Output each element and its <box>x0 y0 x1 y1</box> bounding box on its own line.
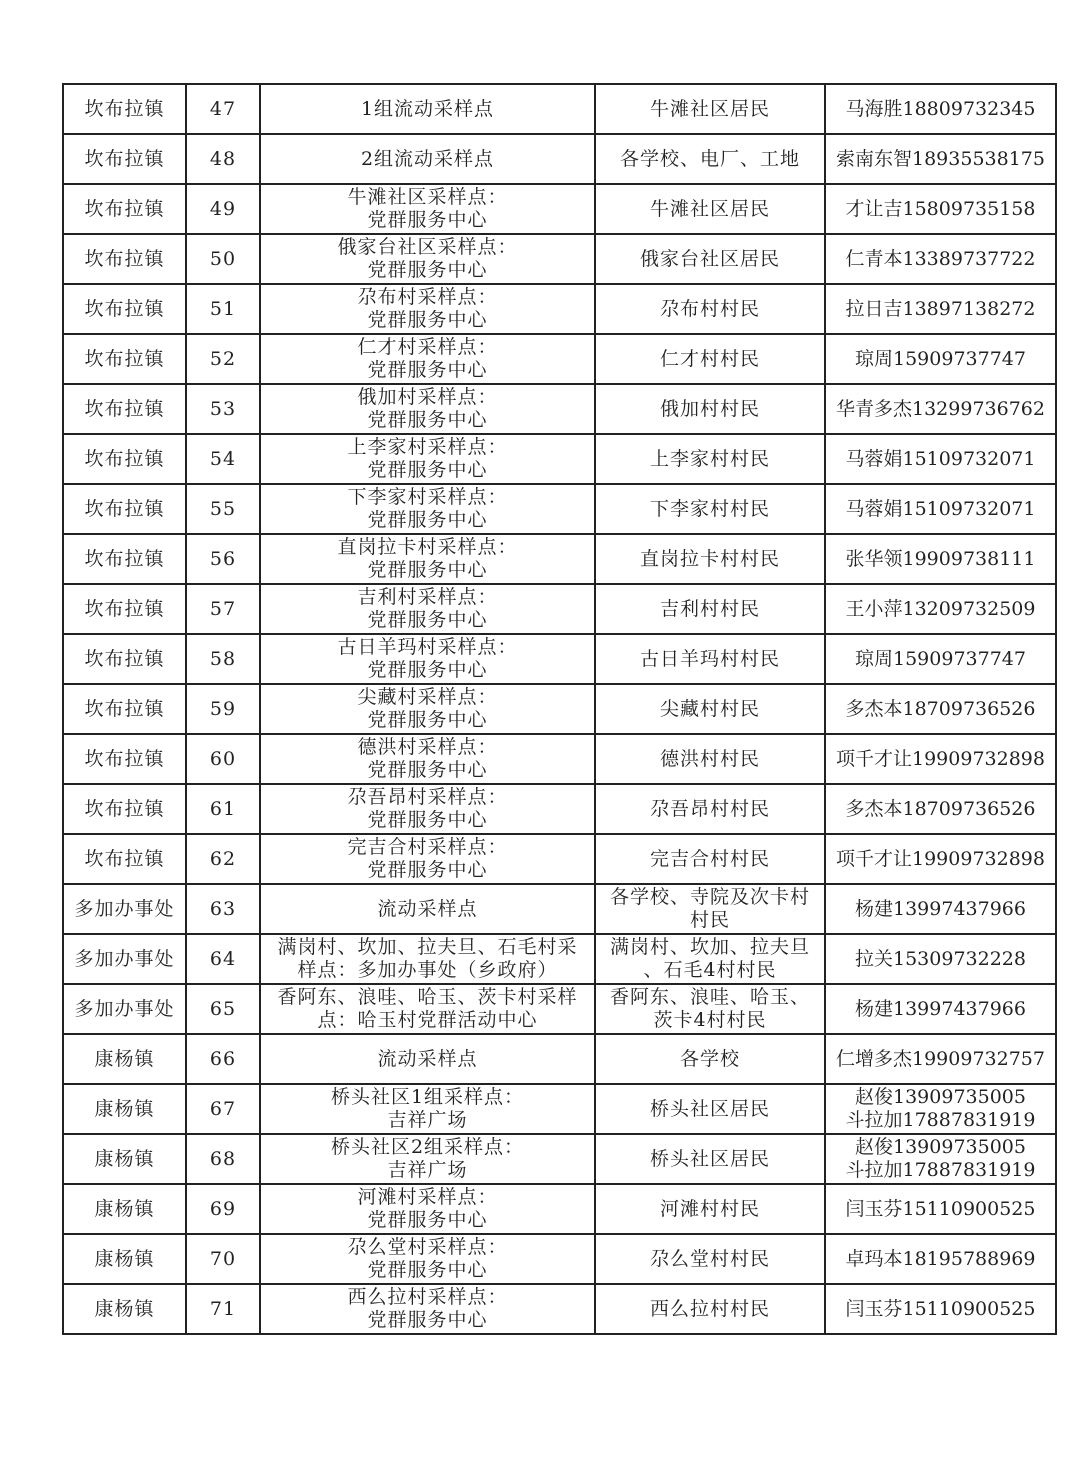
contact-cell-line: 项千才让19909732898 <box>836 847 1045 870</box>
site-cell-line: 下李家村采样点： <box>347 486 508 508</box>
scope-cell <box>595 584 825 634</box>
number-cell: 68 <box>186 1134 260 1184</box>
contact-cell-line: 琼周15909737747 <box>855 347 1026 370</box>
site-cell-line: 河滩村采样点： <box>357 1186 498 1208</box>
site-cell-line: 尖藏村采样点： <box>357 686 498 708</box>
contact-cell-line: 王小萍13209732509 <box>845 597 1036 620</box>
table-row <box>63 484 1056 534</box>
table-row <box>63 884 1056 934</box>
scope-cell-line: 牛滩社区居民 <box>649 97 770 120</box>
site-cell <box>260 84 595 134</box>
town-cell: 坎布拉镇 <box>63 834 186 884</box>
site-cell-line: 西么拉村采样点： <box>347 1286 508 1308</box>
town-cell: 坎布拉镇 <box>63 184 186 234</box>
scope-cell-line: 村民 <box>689 909 730 931</box>
town-cell: 康杨镇 <box>63 1134 186 1184</box>
site-cell-line: 党群服务中心 <box>367 259 488 281</box>
site-cell-line: 1组流动采样点 <box>360 97 495 120</box>
scope-cell-line: 尖藏村村民 <box>659 697 760 720</box>
town-cell: 坎布拉镇 <box>63 584 186 634</box>
number-cell: 69 <box>186 1184 260 1234</box>
site-cell <box>260 634 595 684</box>
number-cell: 67 <box>186 1084 260 1134</box>
contact-cell <box>825 1084 1056 1134</box>
site-cell-line: 吉祥广场 <box>387 1109 468 1131</box>
sampling-site-table <box>62 83 1057 1335</box>
number-cell: 53 <box>186 384 260 434</box>
number-cell: 70 <box>186 1234 260 1284</box>
scope-cell <box>595 284 825 334</box>
town-cell: 坎布拉镇 <box>63 134 186 184</box>
site-cell-line: 党群服务中心 <box>367 209 488 231</box>
site-cell-line: 桥头社区2组采样点： <box>330 1136 525 1158</box>
number-cell: 61 <box>186 784 260 834</box>
scope-cell-line: 河滩村村民 <box>659 1197 760 1220</box>
site-cell-line: 党群服务中心 <box>367 1309 488 1331</box>
contact-cell <box>825 984 1056 1034</box>
site-cell-line: 尕么堂村采样点： <box>347 1236 508 1258</box>
contact-cell <box>825 784 1056 834</box>
site-cell <box>260 134 595 184</box>
table-row <box>63 684 1056 734</box>
number-cell: 62 <box>186 834 260 884</box>
scope-cell <box>595 834 825 884</box>
contact-cell-line: 杨建13997437966 <box>855 997 1026 1020</box>
town-cell: 坎布拉镇 <box>63 84 186 134</box>
contact-cell-line: 华青多杰13299736762 <box>836 397 1045 420</box>
scope-cell <box>595 234 825 284</box>
scope-cell-line: 满岗村、坎加、拉夫旦 <box>609 936 810 958</box>
site-cell-line: 德洪村采样点： <box>357 736 498 758</box>
number-cell: 49 <box>186 184 260 234</box>
table-row <box>63 384 1056 434</box>
table-row <box>63 634 1056 684</box>
number-cell: 52 <box>186 334 260 384</box>
scope-cell <box>595 884 825 934</box>
site-cell-line: 尕吾昂村采样点： <box>347 786 508 808</box>
site-cell-line: 尕布村采样点： <box>357 286 498 308</box>
scope-cell <box>595 784 825 834</box>
table-row <box>63 1184 1056 1234</box>
table-row <box>63 984 1056 1034</box>
table-row <box>63 1034 1056 1084</box>
table-row <box>63 784 1056 834</box>
site-cell-line: 流动采样点 <box>377 1047 478 1070</box>
table-row <box>63 584 1056 634</box>
site-cell-line: 党群服务中心 <box>367 809 488 831</box>
scope-cell <box>595 1034 825 1084</box>
contact-cell <box>825 734 1056 784</box>
site-cell-line: 党群服务中心 <box>367 659 488 681</box>
scope-cell-line: 桥头社区居民 <box>649 1147 770 1170</box>
town-cell: 坎布拉镇 <box>63 734 186 784</box>
scope-cell-line: 茨卡4村村民 <box>653 1009 767 1031</box>
scope-cell <box>595 934 825 984</box>
contact-cell-line: 才让吉15809735158 <box>845 197 1036 220</box>
site-cell-line: 党群服务中心 <box>367 309 488 331</box>
site-cell-line: 党群服务中心 <box>367 859 488 881</box>
scope-cell <box>595 734 825 784</box>
scope-cell-line: 牛滩社区居民 <box>649 197 770 220</box>
contact-cell-line: 赵俊13909735005 <box>855 1136 1026 1158</box>
scope-cell-line: 桥头社区居民 <box>649 1097 770 1120</box>
sampling-site-table-container <box>62 83 1045 1335</box>
contact-cell <box>825 1034 1056 1084</box>
scope-cell-line: 吉利村村民 <box>659 597 760 620</box>
contact-cell-line: 拉日吉13897138272 <box>845 297 1036 320</box>
site-cell <box>260 684 595 734</box>
site-cell <box>260 734 595 784</box>
town-cell: 坎布拉镇 <box>63 284 186 334</box>
site-cell <box>260 934 595 984</box>
table-row <box>63 1084 1056 1134</box>
contact-cell-line: 琼周15909737747 <box>855 647 1026 670</box>
number-cell: 47 <box>186 84 260 134</box>
contact-cell <box>825 1284 1056 1334</box>
number-cell: 48 <box>186 134 260 184</box>
scope-cell-line: 香阿东、浪哇、哈玉、 <box>609 986 810 1008</box>
scope-cell-line: 仁才村村民 <box>659 347 760 370</box>
table-row <box>63 1234 1056 1284</box>
scope-cell <box>595 1084 825 1134</box>
town-cell: 坎布拉镇 <box>63 684 186 734</box>
scope-cell-line: 上李家村村民 <box>649 447 770 470</box>
town-cell: 坎布拉镇 <box>63 384 186 434</box>
scope-cell <box>595 534 825 584</box>
contact-cell <box>825 434 1056 484</box>
number-cell: 59 <box>186 684 260 734</box>
scope-cell <box>595 1234 825 1284</box>
table-row <box>63 434 1056 484</box>
site-cell <box>260 1234 595 1284</box>
contact-cell-line: 杨建13997437966 <box>855 897 1026 920</box>
town-cell: 康杨镇 <box>63 1034 186 1084</box>
number-cell: 56 <box>186 534 260 584</box>
table-row <box>63 184 1056 234</box>
contact-cell-line: 仁青本13389737722 <box>845 247 1036 270</box>
site-cell-line: 党群服务中心 <box>367 409 488 431</box>
site-cell-line: 完吉合村采样点： <box>347 836 508 858</box>
site-cell-line: 俄家台社区采样点： <box>337 236 518 258</box>
contact-cell-line: 卓玛本18195788969 <box>845 1247 1036 1270</box>
site-cell-line: 吉利村采样点： <box>357 586 498 608</box>
table-row <box>63 334 1056 384</box>
contact-cell <box>825 234 1056 284</box>
site-cell <box>260 434 595 484</box>
site-cell-line: 党群服务中心 <box>367 509 488 531</box>
contact-cell-line: 马蓉娟15109732071 <box>845 447 1036 470</box>
table-row <box>63 234 1056 284</box>
contact-cell-line: 索南东智18935538175 <box>836 147 1045 170</box>
site-cell-line: 古日羊玛村采样点： <box>337 636 518 658</box>
site-cell-line: 点：哈玉村党群活动中心 <box>317 1009 538 1031</box>
scope-cell-line: 俄家台社区居民 <box>639 247 780 270</box>
site-cell <box>260 1284 595 1334</box>
site-cell-line: 2组流动采样点 <box>360 147 495 170</box>
site-cell-line: 上李家村采样点： <box>347 436 508 458</box>
number-cell: 54 <box>186 434 260 484</box>
scope-cell <box>595 334 825 384</box>
site-cell <box>260 1084 595 1134</box>
site-cell <box>260 1034 595 1084</box>
scope-cell-line: 各学校 <box>679 1047 740 1070</box>
scope-cell <box>595 1284 825 1334</box>
site-cell <box>260 784 595 834</box>
town-cell: 康杨镇 <box>63 1184 186 1234</box>
site-cell-line: 党群服务中心 <box>367 459 488 481</box>
table-row <box>63 84 1056 134</box>
contact-cell-line: 闫玉芬15110900525 <box>845 1297 1036 1320</box>
table-row <box>63 734 1056 784</box>
site-cell-line: 党群服务中心 <box>367 1209 488 1231</box>
site-cell-line: 党群服务中心 <box>367 359 488 381</box>
number-cell: 51 <box>186 284 260 334</box>
number-cell: 66 <box>186 1034 260 1084</box>
town-cell: 坎布拉镇 <box>63 634 186 684</box>
scope-cell <box>595 684 825 734</box>
scope-cell-line: 各学校、寺院及次卡村 <box>609 886 810 908</box>
contact-cell <box>825 1134 1056 1184</box>
site-cell <box>260 1184 595 1234</box>
town-cell: 坎布拉镇 <box>63 334 186 384</box>
number-cell: 60 <box>186 734 260 784</box>
site-cell <box>260 284 595 334</box>
town-cell: 坎布拉镇 <box>63 434 186 484</box>
site-cell <box>260 534 595 584</box>
site-cell-line: 牛滩社区采样点： <box>347 186 508 208</box>
site-cell-line: 流动采样点 <box>377 897 478 920</box>
contact-cell-line: 马海胜18809732345 <box>845 97 1036 120</box>
contact-cell <box>825 584 1056 634</box>
scope-cell-line: 俄加村村民 <box>659 397 760 420</box>
number-cell: 50 <box>186 234 260 284</box>
scope-cell <box>595 84 825 134</box>
table-row <box>63 534 1056 584</box>
table-row <box>63 1284 1056 1334</box>
contact-cell-line: 张华领19909738111 <box>845 547 1036 570</box>
contact-cell <box>825 884 1056 934</box>
scope-cell-line: 西么拉村村民 <box>649 1297 770 1320</box>
site-cell-line: 党群服务中心 <box>367 559 488 581</box>
contact-cell-line: 马蓉娟15109732071 <box>845 497 1036 520</box>
site-cell <box>260 384 595 434</box>
contact-cell-line: 斗拉加17887831919 <box>845 1159 1036 1181</box>
number-cell: 64 <box>186 934 260 984</box>
site-cell-line: 桥头社区1组采样点： <box>330 1086 525 1108</box>
site-cell-line: 党群服务中心 <box>367 759 488 781</box>
scope-cell <box>595 184 825 234</box>
table-body <box>63 84 1056 1334</box>
scope-cell <box>595 634 825 684</box>
table-row <box>63 1134 1056 1184</box>
town-cell: 康杨镇 <box>63 1084 186 1134</box>
number-cell: 55 <box>186 484 260 534</box>
town-cell: 坎布拉镇 <box>63 234 186 284</box>
table-row <box>63 834 1056 884</box>
contact-cell <box>825 134 1056 184</box>
contact-cell <box>825 684 1056 734</box>
site-cell <box>260 484 595 534</box>
number-cell: 63 <box>186 884 260 934</box>
scope-cell-line: 德洪村村民 <box>659 747 760 770</box>
scope-cell-line: 各学校、电厂、工地 <box>619 147 800 170</box>
site-cell <box>260 334 595 384</box>
number-cell: 57 <box>186 584 260 634</box>
contact-cell <box>825 1234 1056 1284</box>
contact-cell <box>825 484 1056 534</box>
town-cell: 康杨镇 <box>63 1234 186 1284</box>
site-cell-line: 香阿东、浪哇、哈玉、茨卡村采样 <box>277 986 578 1008</box>
site-cell-line: 党群服务中心 <box>367 609 488 631</box>
contact-cell-line: 项千才让19909732898 <box>836 747 1045 770</box>
site-cell <box>260 884 595 934</box>
site-cell-line: 俄加村采样点： <box>357 386 498 408</box>
site-cell-line: 样点：多加办事处（乡政府） <box>297 959 558 981</box>
contact-cell <box>825 184 1056 234</box>
site-cell-line: 吉祥广场 <box>387 1159 468 1181</box>
table-row <box>63 934 1056 984</box>
contact-cell <box>825 934 1056 984</box>
site-cell <box>260 834 595 884</box>
scope-cell <box>595 134 825 184</box>
number-cell: 58 <box>186 634 260 684</box>
site-cell-line: 直岗拉卡村采样点： <box>337 536 518 558</box>
number-cell: 65 <box>186 984 260 1034</box>
site-cell <box>260 1134 595 1184</box>
site-cell <box>260 234 595 284</box>
number-cell: 71 <box>186 1284 260 1334</box>
town-cell: 坎布拉镇 <box>63 784 186 834</box>
town-cell: 康杨镇 <box>63 1284 186 1334</box>
scope-cell-line: 尕布村村民 <box>659 297 760 320</box>
site-cell-line: 仁才村采样点： <box>357 336 498 358</box>
scope-cell <box>595 384 825 434</box>
contact-cell <box>825 334 1056 384</box>
town-cell: 坎布拉镇 <box>63 484 186 534</box>
scope-cell-line: 尕吾昂村村民 <box>649 797 770 820</box>
contact-cell <box>825 534 1056 584</box>
town-cell: 多加办事处 <box>63 884 186 934</box>
table-row <box>63 284 1056 334</box>
contact-cell <box>825 384 1056 434</box>
scope-cell <box>595 434 825 484</box>
scope-cell <box>595 984 825 1034</box>
scope-cell-line: 下李家村村民 <box>649 497 770 520</box>
table-row <box>63 134 1056 184</box>
scope-cell <box>595 484 825 534</box>
scope-cell-line: 直岗拉卡村村民 <box>639 547 780 570</box>
town-cell: 多加办事处 <box>63 934 186 984</box>
town-cell: 多加办事处 <box>63 984 186 1034</box>
contact-cell <box>825 284 1056 334</box>
contact-cell <box>825 834 1056 884</box>
scope-cell <box>595 1184 825 1234</box>
scope-cell-line: 古日羊玛村村民 <box>639 647 780 670</box>
contact-cell-line: 赵俊13909735005 <box>855 1086 1026 1108</box>
scope-cell <box>595 1134 825 1184</box>
contact-cell-line: 拉关15309732228 <box>855 947 1026 970</box>
site-cell-line: 满岗村、坎加、拉夫旦、石毛村采 <box>277 936 578 958</box>
contact-cell-line: 多杰本18709736526 <box>845 697 1036 720</box>
site-cell <box>260 584 595 634</box>
scope-cell-line: 、石毛4村村民 <box>643 959 777 981</box>
contact-cell-line: 斗拉加17887831919 <box>845 1109 1036 1131</box>
scope-cell-line: 完吉合村村民 <box>649 847 770 870</box>
scope-cell-line: 尕么堂村村民 <box>649 1247 770 1270</box>
contact-cell <box>825 1184 1056 1234</box>
contact-cell-line: 仁增多杰19909732757 <box>836 1047 1045 1070</box>
site-cell <box>260 984 595 1034</box>
contact-cell-line: 闫玉芬15110900525 <box>845 1197 1036 1220</box>
contact-cell-line: 多杰本18709736526 <box>845 797 1036 820</box>
site-cell-line: 党群服务中心 <box>367 1259 488 1281</box>
site-cell-line: 党群服务中心 <box>367 709 488 731</box>
site-cell <box>260 184 595 234</box>
contact-cell <box>825 84 1056 134</box>
town-cell: 坎布拉镇 <box>63 534 186 584</box>
contact-cell <box>825 634 1056 684</box>
